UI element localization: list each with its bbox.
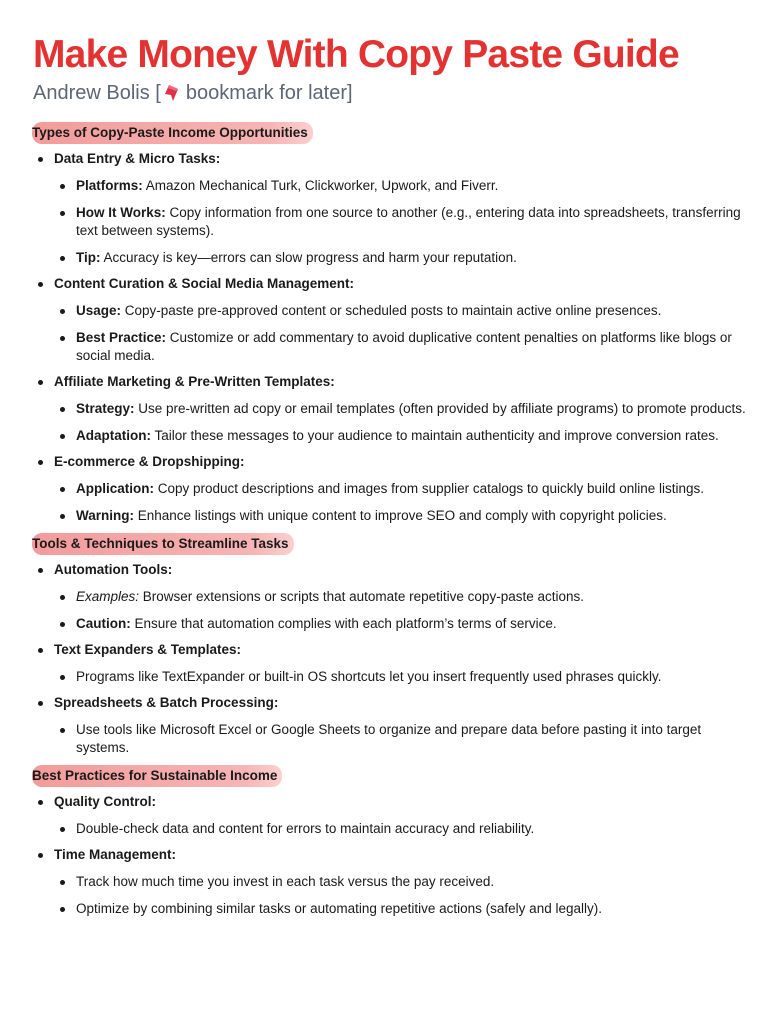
sub-item-lead: Usage:: [76, 303, 122, 318]
sub-item-lead: Caution:: [76, 616, 131, 631]
sub-list: [54, 873, 753, 918]
sub-item-text: Copy product descriptions and images from supplier catalogs to quickly build online listings.: [154, 481, 705, 496]
section-heading: Tools & Techniques to Streamline Tasks: [32, 533, 294, 555]
sub-item: [54, 329, 753, 365]
item-heading: Quality Control:: [54, 794, 156, 809]
sub-item: [54, 204, 753, 240]
sub-list: [54, 668, 753, 686]
section-list: [33, 793, 753, 918]
item-heading: Time Management:: [54, 847, 177, 862]
sub-item-text: Track how much time you invest in each task versus the pay received.: [76, 874, 495, 889]
bookmark-open-bracket: [: [155, 82, 161, 104]
sub-item: [54, 249, 753, 267]
section-heading: Best Practices for Sustainable Income: [32, 765, 282, 787]
sub-item-text: Use pre-written ad copy or email templates (often provided by affiliate programs) to promote products.: [134, 401, 746, 416]
author-name: Andrew Bolis: [33, 82, 150, 104]
sub-item-lead: Adaptation:: [76, 428, 151, 443]
sub-item-text: Customize or add commentary to avoid duplicative content penalties on platforms like blogs or social media.: [76, 330, 732, 363]
sub-item-lead: Application:: [76, 481, 154, 496]
sub-list: [54, 302, 753, 365]
section-list: [33, 561, 753, 757]
sub-list: [54, 820, 753, 838]
item-heading: Content Curation & Social Media Management:: [54, 276, 355, 291]
sub-item-lead: Examples:: [76, 589, 140, 604]
list-item: [33, 373, 753, 445]
sub-item: [54, 507, 753, 525]
section-income-opportunities: [33, 122, 753, 525]
sub-item: [54, 588, 753, 606]
sub-item-text: Copy-paste pre-approved content or scheduled posts to maintain active online presences.: [121, 303, 662, 318]
section-best-practices: [33, 765, 753, 918]
sub-item-text: Copy information from one source to another (e.g., entering data into spreadsheets, transferring text between systems).: [76, 205, 741, 238]
bookmark-icon: [163, 83, 183, 103]
sub-item-text: Programs like TextExpander or built-in OS shortcuts let you insert frequently used phrases quickly.: [76, 669, 662, 684]
sub-item: [54, 873, 753, 891]
sub-list: [54, 177, 753, 267]
list-item: [33, 694, 753, 757]
sub-item-lead: Platforms:: [76, 178, 143, 193]
sub-item-text: Enhance listings with unique content to improve SEO and comply with copyright policies.: [134, 508, 667, 523]
list-item: [33, 793, 753, 838]
sub-item-lead: Warning:: [76, 508, 134, 523]
page-title: Make Money With Copy Paste Guide: [33, 33, 679, 76]
sub-item-lead: How It Works:: [76, 205, 166, 220]
sub-item: [54, 427, 753, 445]
sub-item-text: Use tools like Microsoft Excel or Google Sheets to organize and prepare data before pasting it into target systems.: [76, 722, 702, 755]
sub-list: [54, 588, 753, 633]
item-heading: E-commerce & Dropshipping:: [54, 454, 245, 469]
item-heading: Affiliate Marketing & Pre-Written Templates:: [54, 374, 335, 389]
list-item: [33, 275, 753, 365]
sub-item: [54, 721, 753, 757]
sub-item: [54, 177, 753, 195]
sub-item: [54, 302, 753, 320]
sub-item-lead: Best Practice:: [76, 330, 167, 345]
sub-item-text: Accuracy is key—errors can slow progress and harm your reputation.: [100, 250, 517, 265]
sub-item: [54, 668, 753, 686]
sub-item-text: Tailor these messages to your audience to maintain authenticity and improve conversion rates.: [151, 428, 719, 443]
sub-item: [54, 400, 753, 418]
sub-item: [54, 615, 753, 633]
sub-item-text: Optimize by combining similar tasks or automating repetitive actions (safely and legally).: [76, 901, 602, 916]
section-list: [33, 150, 753, 525]
list-item: [33, 641, 753, 686]
sub-item: [54, 480, 753, 498]
sub-list: [54, 721, 753, 757]
section-tools-techniques: [33, 533, 753, 757]
sub-item: [54, 820, 753, 838]
sub-item-text: Double-check data and content for errors to maintain accuracy and reliability.: [76, 821, 535, 836]
sub-list: [54, 400, 753, 445]
sub-item-text: Ensure that automation complies with each platform’s terms of service.: [130, 616, 557, 631]
list-item: [33, 561, 753, 633]
item-heading: Spreadsheets & Batch Processing:: [54, 695, 279, 710]
section-heading: Types of Copy-Paste Income Opportunities: [32, 122, 313, 144]
list-item: [33, 150, 753, 267]
item-heading: Automation Tools:: [54, 562, 173, 577]
author-line: [33, 80, 753, 106]
item-heading: Data Entry & Micro Tasks:: [54, 151, 221, 166]
list-item: [33, 453, 753, 525]
sub-item-lead: Strategy:: [76, 401, 135, 416]
sub-item-lead: Tip:: [76, 250, 101, 265]
sub-list: [54, 480, 753, 525]
sub-item-text: Amazon Mechanical Turk, Clickworker, Upwork, and Fiverr.: [142, 178, 499, 193]
bookmark-note: bookmark for later]: [185, 82, 353, 104]
sub-item: [54, 900, 753, 918]
item-heading: Text Expanders & Templates:: [54, 642, 242, 657]
sub-item-text: Browser extensions or scripts that automate repetitive copy-paste actions.: [139, 589, 584, 604]
list-item: [33, 846, 753, 918]
